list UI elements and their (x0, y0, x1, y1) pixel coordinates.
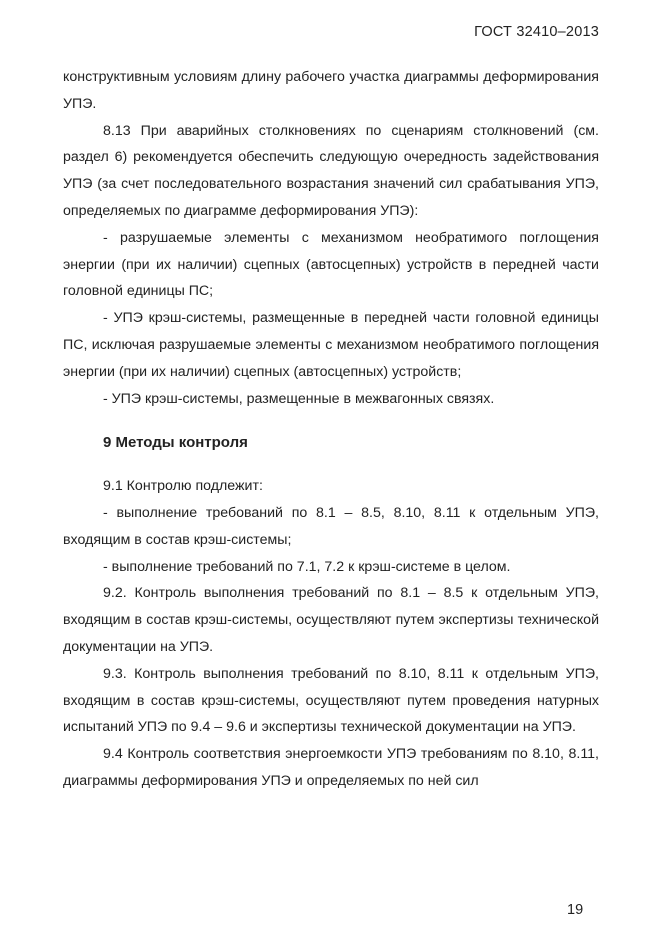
paragraph: конструктивным условиям длину рабочего участка диаграммы деформирования УПЭ. (63, 69, 599, 112)
list-item: - УПЭ крэш-системы, размещенные в межвагонных связях. (103, 390, 495, 407)
list-item: - разрушаемые элементы с механизмом необратимого поглощения энергии (при их наличии) сцепных (автосцепных) устройств в передней части головной единицы ПС; (63, 229, 599, 300)
document-number-header: ГОСТ 32410–2013 (474, 24, 599, 40)
document-body (63, 64, 599, 795)
paragraph: 9.2. Контроль выполнения требований по 8.1 – 8.5 к отдельным УПЭ, входящим в состав крэш-системы, осуществляют путем экспертизы технической документации на УПЭ. (63, 585, 599, 655)
paragraph: 9.3. Контроль выполнения требований по 8.10, 8.11 к отдельным УПЭ, входящим в состав крэш-системы, осуществляют путем проведения натурных испытаний УПЭ по 9.4 – 9.6 и экспертизы технической документации на УПЭ. (63, 665, 599, 736)
paragraph: 9.4 Контроль соответствия энергоемкости УПЭ требованиям по 8.10, 8.11, диаграммы деформирования УПЭ и определяемых по ней сил (63, 746, 599, 789)
paragraph: 8.13 При аварийных столкновениях по сценариям столкновений (см. раздел 6) рекомендуется обеспечить следующую очередность задействования УПЭ (за счет последовательного возрастания значений сил срабатывания УПЭ, определяемых по диаграмме деформирования УПЭ): (63, 122, 599, 219)
list-item: - выполнение требований по 8.1 – 8.5, 8.10, 8.11 к отдельным УПЭ, входящим в состав крэш-системы; (63, 504, 599, 548)
paragraph: 9.1 Контролю подлежит: (103, 478, 263, 495)
list-item: - выполнение требований по 7.1, 7.2 к крэш-системе в целом. (103, 558, 511, 575)
list-item: - УПЭ крэш-системы, размещенные в передней части головной единицы ПС, исключая разрушаемые элементы с механизмом необратимого поглощения энергии (при их наличии) сцепных (автосцепных) устройств; (63, 310, 599, 380)
section-heading: 9 Методы контроля (103, 434, 248, 452)
page-number: 19 (567, 902, 584, 918)
